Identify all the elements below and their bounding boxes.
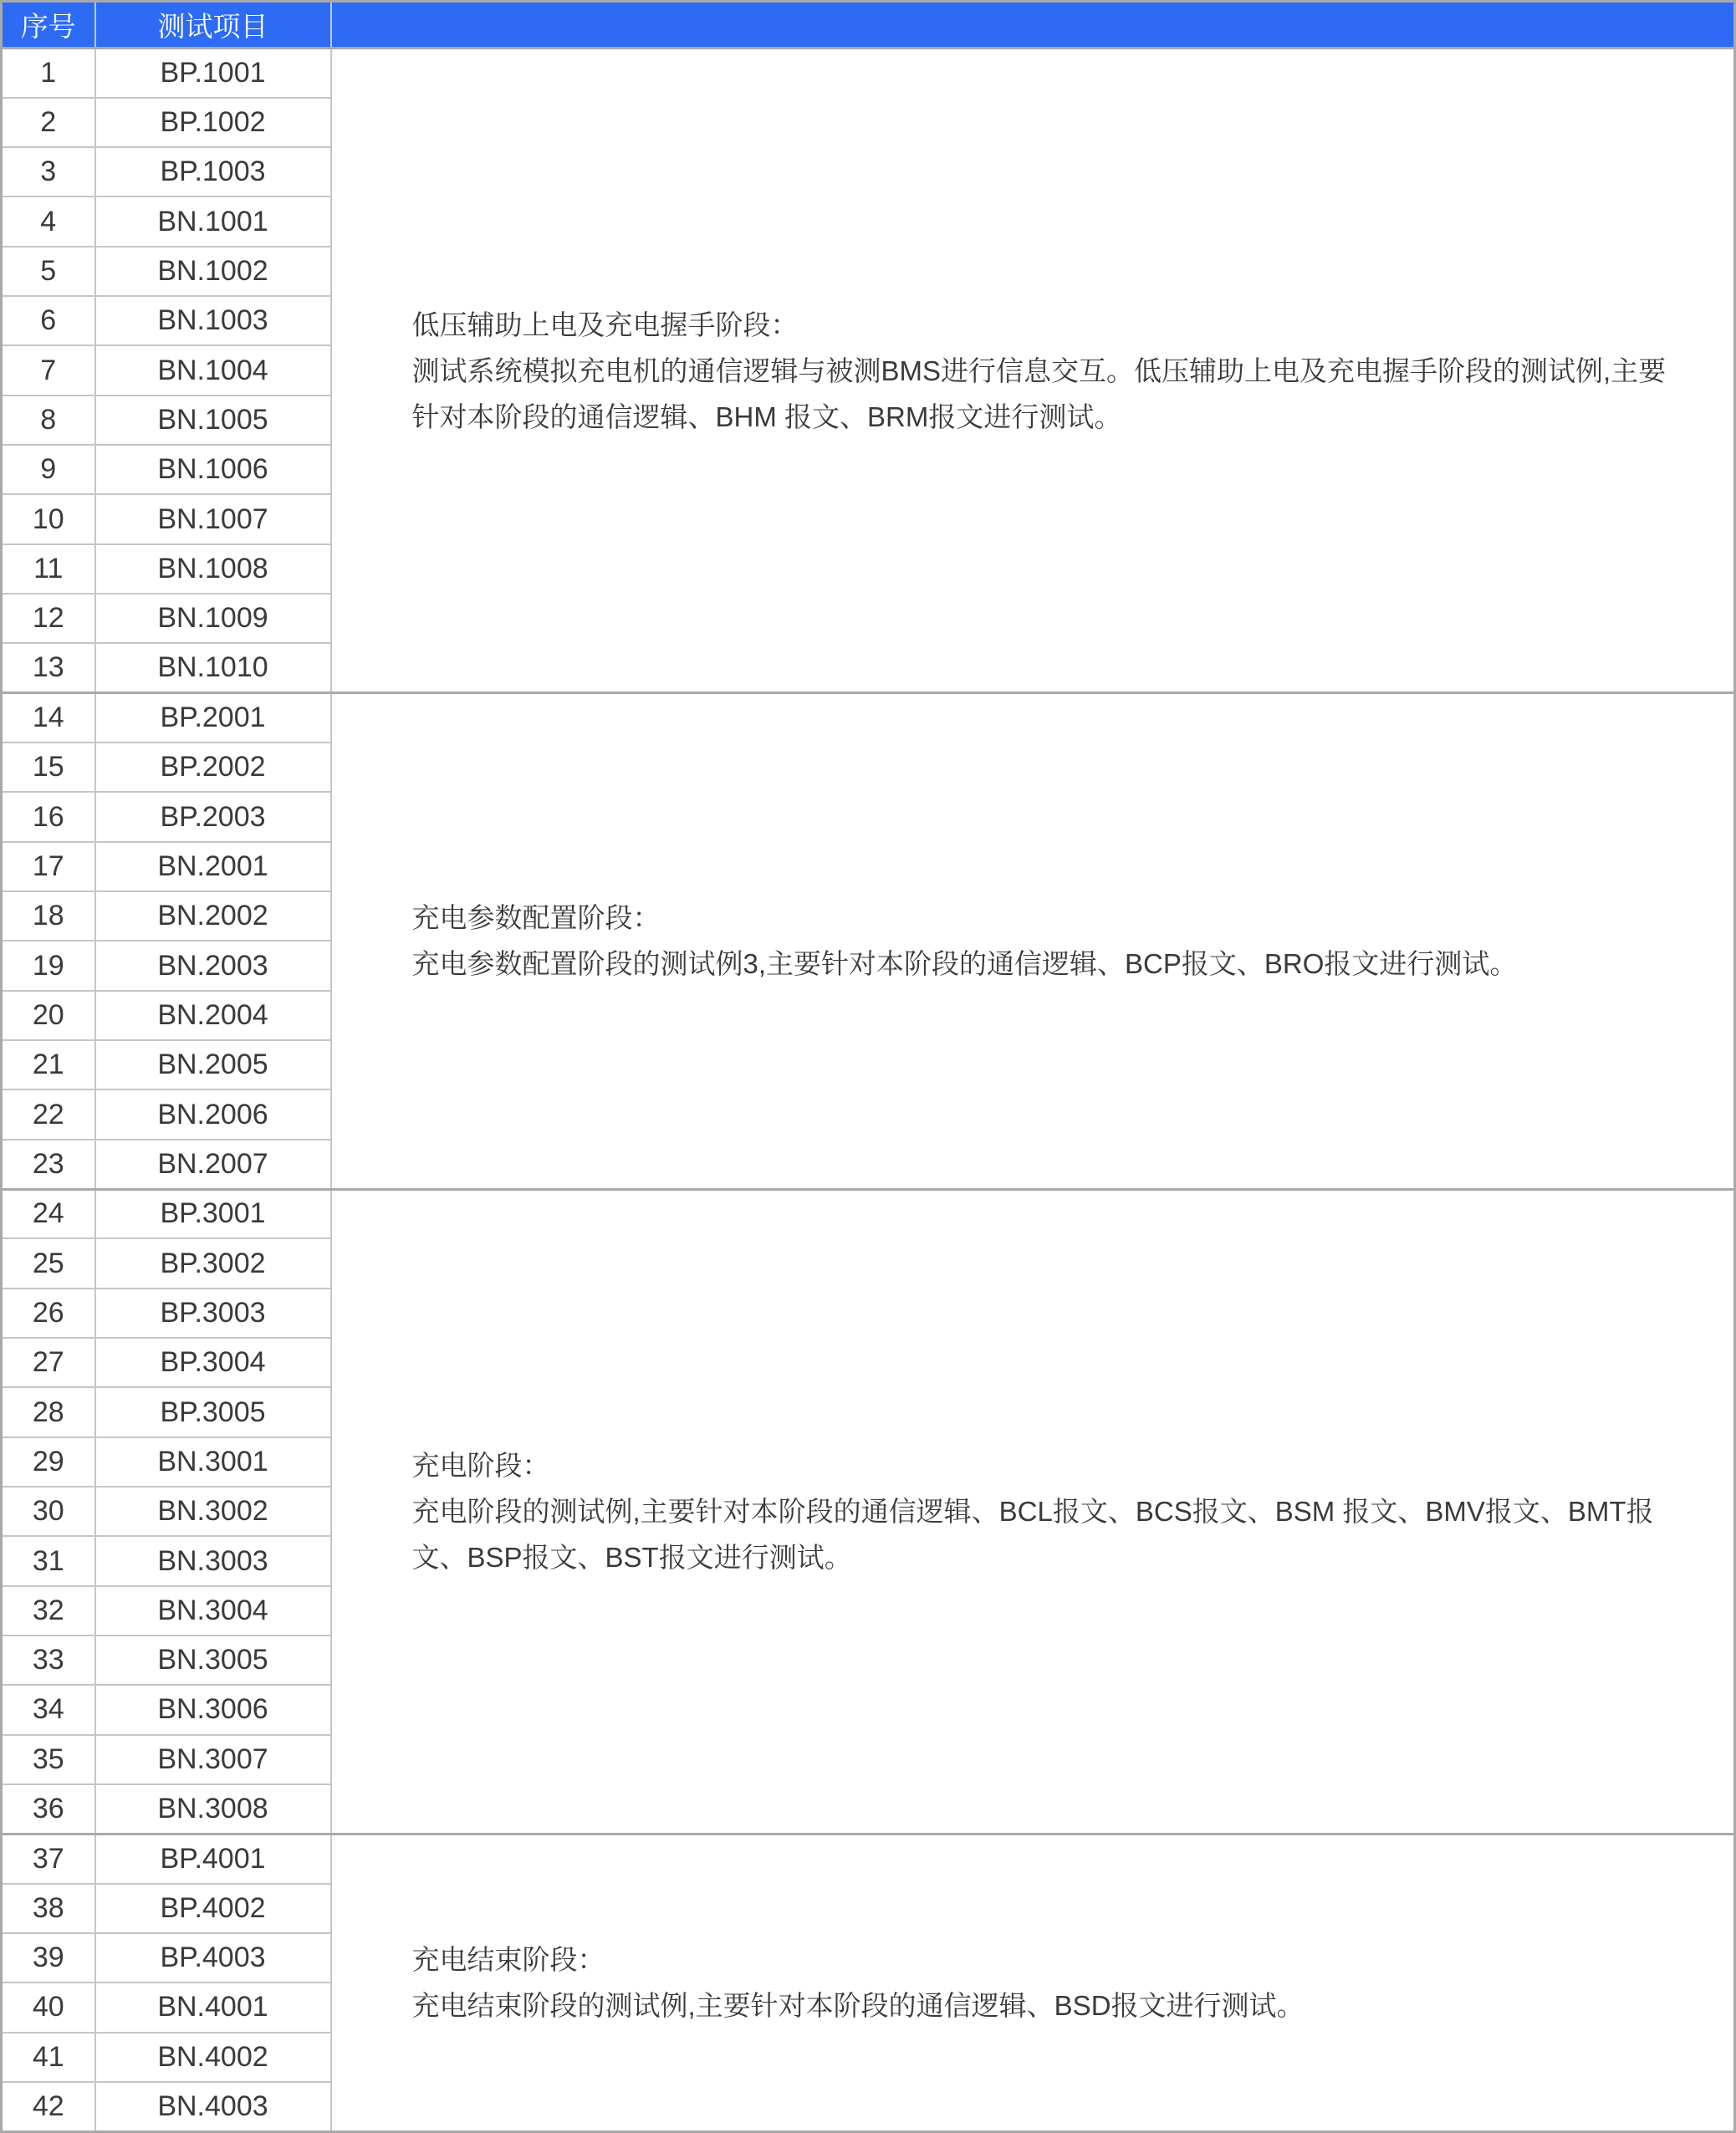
row-number-cell: 35 [2,1735,95,1784]
row-number-cell: 11 [2,544,95,594]
section-body: 测试系统模拟充电机的通信逻辑与被测BMS进行信息交互。低压辅助上电及充电握手阶段的测试例,主要针对本阶段的通信逻辑、BHM 报文、BRM报文进行测试。 [411,355,1667,432]
test-item-cell: BN.1003 [95,296,331,345]
test-item-cell: BN.1002 [95,247,331,296]
section-title: 充电阶段： [411,1450,550,1482]
test-item-cell: BP.2003 [95,792,331,841]
test-item-cell: BP.3004 [95,1338,331,1387]
row-number-cell: 13 [2,643,95,692]
header-col-item: 测试项目 [95,2,331,48]
test-item-cell: BN.3001 [95,1437,331,1487]
table-row [2,1189,1735,1238]
row-number-cell: 23 [2,1140,95,1189]
row-number-cell: 14 [2,693,95,742]
test-item-cell: BN.2002 [95,891,331,941]
test-item-cell: BN.4003 [95,2082,331,2132]
row-number-cell: 40 [2,1982,95,2032]
section-title: 低压辅助上电及充电握手阶段： [411,309,799,340]
test-item-cell: BP.2001 [95,693,331,742]
test-item-cell: BN.3008 [95,1784,331,1834]
row-number-cell: 39 [2,1933,95,1982]
row-number-cell: 20 [2,991,95,1040]
row-number-cell: 8 [2,395,95,445]
test-item-cell: BP.3002 [95,1238,331,1288]
row-number-cell: 36 [2,1784,95,1834]
test-item-cell: BN.3007 [95,1735,331,1784]
row-number-cell: 6 [2,296,95,345]
row-number-cell: 10 [2,494,95,543]
test-item-cell: BN.1008 [95,544,331,594]
row-number-cell: 18 [2,891,95,941]
row-number-cell: 15 [2,742,95,792]
row-number-cell: 30 [2,1487,95,1536]
section-description-cell [331,1834,1735,2131]
test-item-cell: BN.3003 [95,1536,331,1585]
header-col-description [331,2,1735,48]
table-header [2,2,1735,48]
test-item-cell: BN.2007 [95,1140,331,1189]
test-item-cell: BN.3002 [95,1487,331,1536]
row-number-cell: 21 [2,1040,95,1089]
row-number-cell: 33 [2,1635,95,1685]
row-number-cell: 24 [2,1189,95,1238]
section-body: 充电结束阶段的测试例,主要针对本阶段的通信逻辑、BSD报文进行测试。 [411,1990,1305,2022]
table-row [2,693,1735,742]
section-description-cell [331,1189,1735,1834]
test-item-cell: BN.4002 [95,2033,331,2082]
test-item-cell: BP.1002 [95,98,331,147]
test-item-cell: BN.2001 [95,842,331,891]
test-item-cell: BP.3001 [95,1189,331,1238]
test-item-cell: BP.4001 [95,1834,331,1883]
test-item-cell: BN.3005 [95,1635,331,1685]
row-number-cell: 5 [2,247,95,296]
header-col-serial: 序号 [2,2,95,48]
row-number-cell: 37 [2,1834,95,1883]
row-number-cell: 26 [2,1288,95,1338]
test-item-cell: BP.3003 [95,1288,331,1338]
section-title: 充电结束阶段： [411,1944,605,1976]
row-number-cell: 4 [2,196,95,246]
test-item-cell: BN.1007 [95,494,331,543]
row-number-cell: 19 [2,941,95,990]
row-number-cell: 38 [2,1884,95,1933]
test-item-cell: BN.1006 [95,445,331,494]
section-body: 充电参数配置阶段的测试例3,主要针对本阶段的通信逻辑、BCP报文、BRO报文进行测试。 [411,948,1518,980]
row-number-cell: 25 [2,1238,95,1288]
test-item-cell: BN.2004 [95,991,331,1040]
test-item-cell: BP.3005 [95,1387,331,1436]
section-description-cell [331,48,1735,693]
section-title: 充电参数配置阶段： [411,902,661,934]
table-body [2,48,1735,2132]
test-item-cell: BN.1005 [95,395,331,445]
row-number-cell: 22 [2,1089,95,1139]
row-number-cell: 12 [2,594,95,643]
test-item-cell: BP.1003 [95,147,331,196]
section-body: 充电阶段的测试例,主要针对本阶段的通信逻辑、BCL报文、BCS报文、BSM 报文、BMV报文、BMT报文、BSP报文、BST报文进行测试。 [411,1496,1654,1574]
test-item-cell: BN.1010 [95,643,331,692]
header-row [2,2,1735,48]
table-row [2,48,1735,98]
test-item-cell: BN.1001 [95,196,331,246]
row-number-cell: 7 [2,345,95,395]
test-item-cell: BP.1001 [95,48,331,98]
row-number-cell: 32 [2,1586,95,1635]
test-item-cell: BP.4003 [95,1933,331,1982]
test-item-cell: BN.1004 [95,345,331,395]
test-item-cell: BP.2002 [95,742,331,792]
test-item-cell: BN.4001 [95,1982,331,2032]
row-number-cell: 41 [2,2033,95,2082]
row-number-cell: 3 [2,147,95,196]
row-number-cell: 2 [2,98,95,147]
row-number-cell: 34 [2,1685,95,1734]
test-item-cell: BN.3004 [95,1586,331,1635]
row-number-cell: 17 [2,842,95,891]
row-number-cell: 27 [2,1338,95,1387]
row-number-cell: 28 [2,1387,95,1436]
row-number-cell: 29 [2,1437,95,1487]
row-number-cell: 1 [2,48,95,98]
test-item-cell: BN.2005 [95,1040,331,1089]
test-item-cell: BP.4002 [95,1884,331,1933]
test-item-cell: BN.1009 [95,594,331,643]
table-row [2,1834,1735,1883]
test-item-cell: BN.2003 [95,941,331,990]
section-description-cell [331,693,1735,1189]
test-item-cell: BN.3006 [95,1685,331,1734]
row-number-cell: 16 [2,792,95,841]
row-number-cell: 42 [2,2082,95,2132]
test-item-cell: BN.2006 [95,1089,331,1139]
row-number-cell: 31 [2,1536,95,1585]
row-number-cell: 9 [2,445,95,494]
